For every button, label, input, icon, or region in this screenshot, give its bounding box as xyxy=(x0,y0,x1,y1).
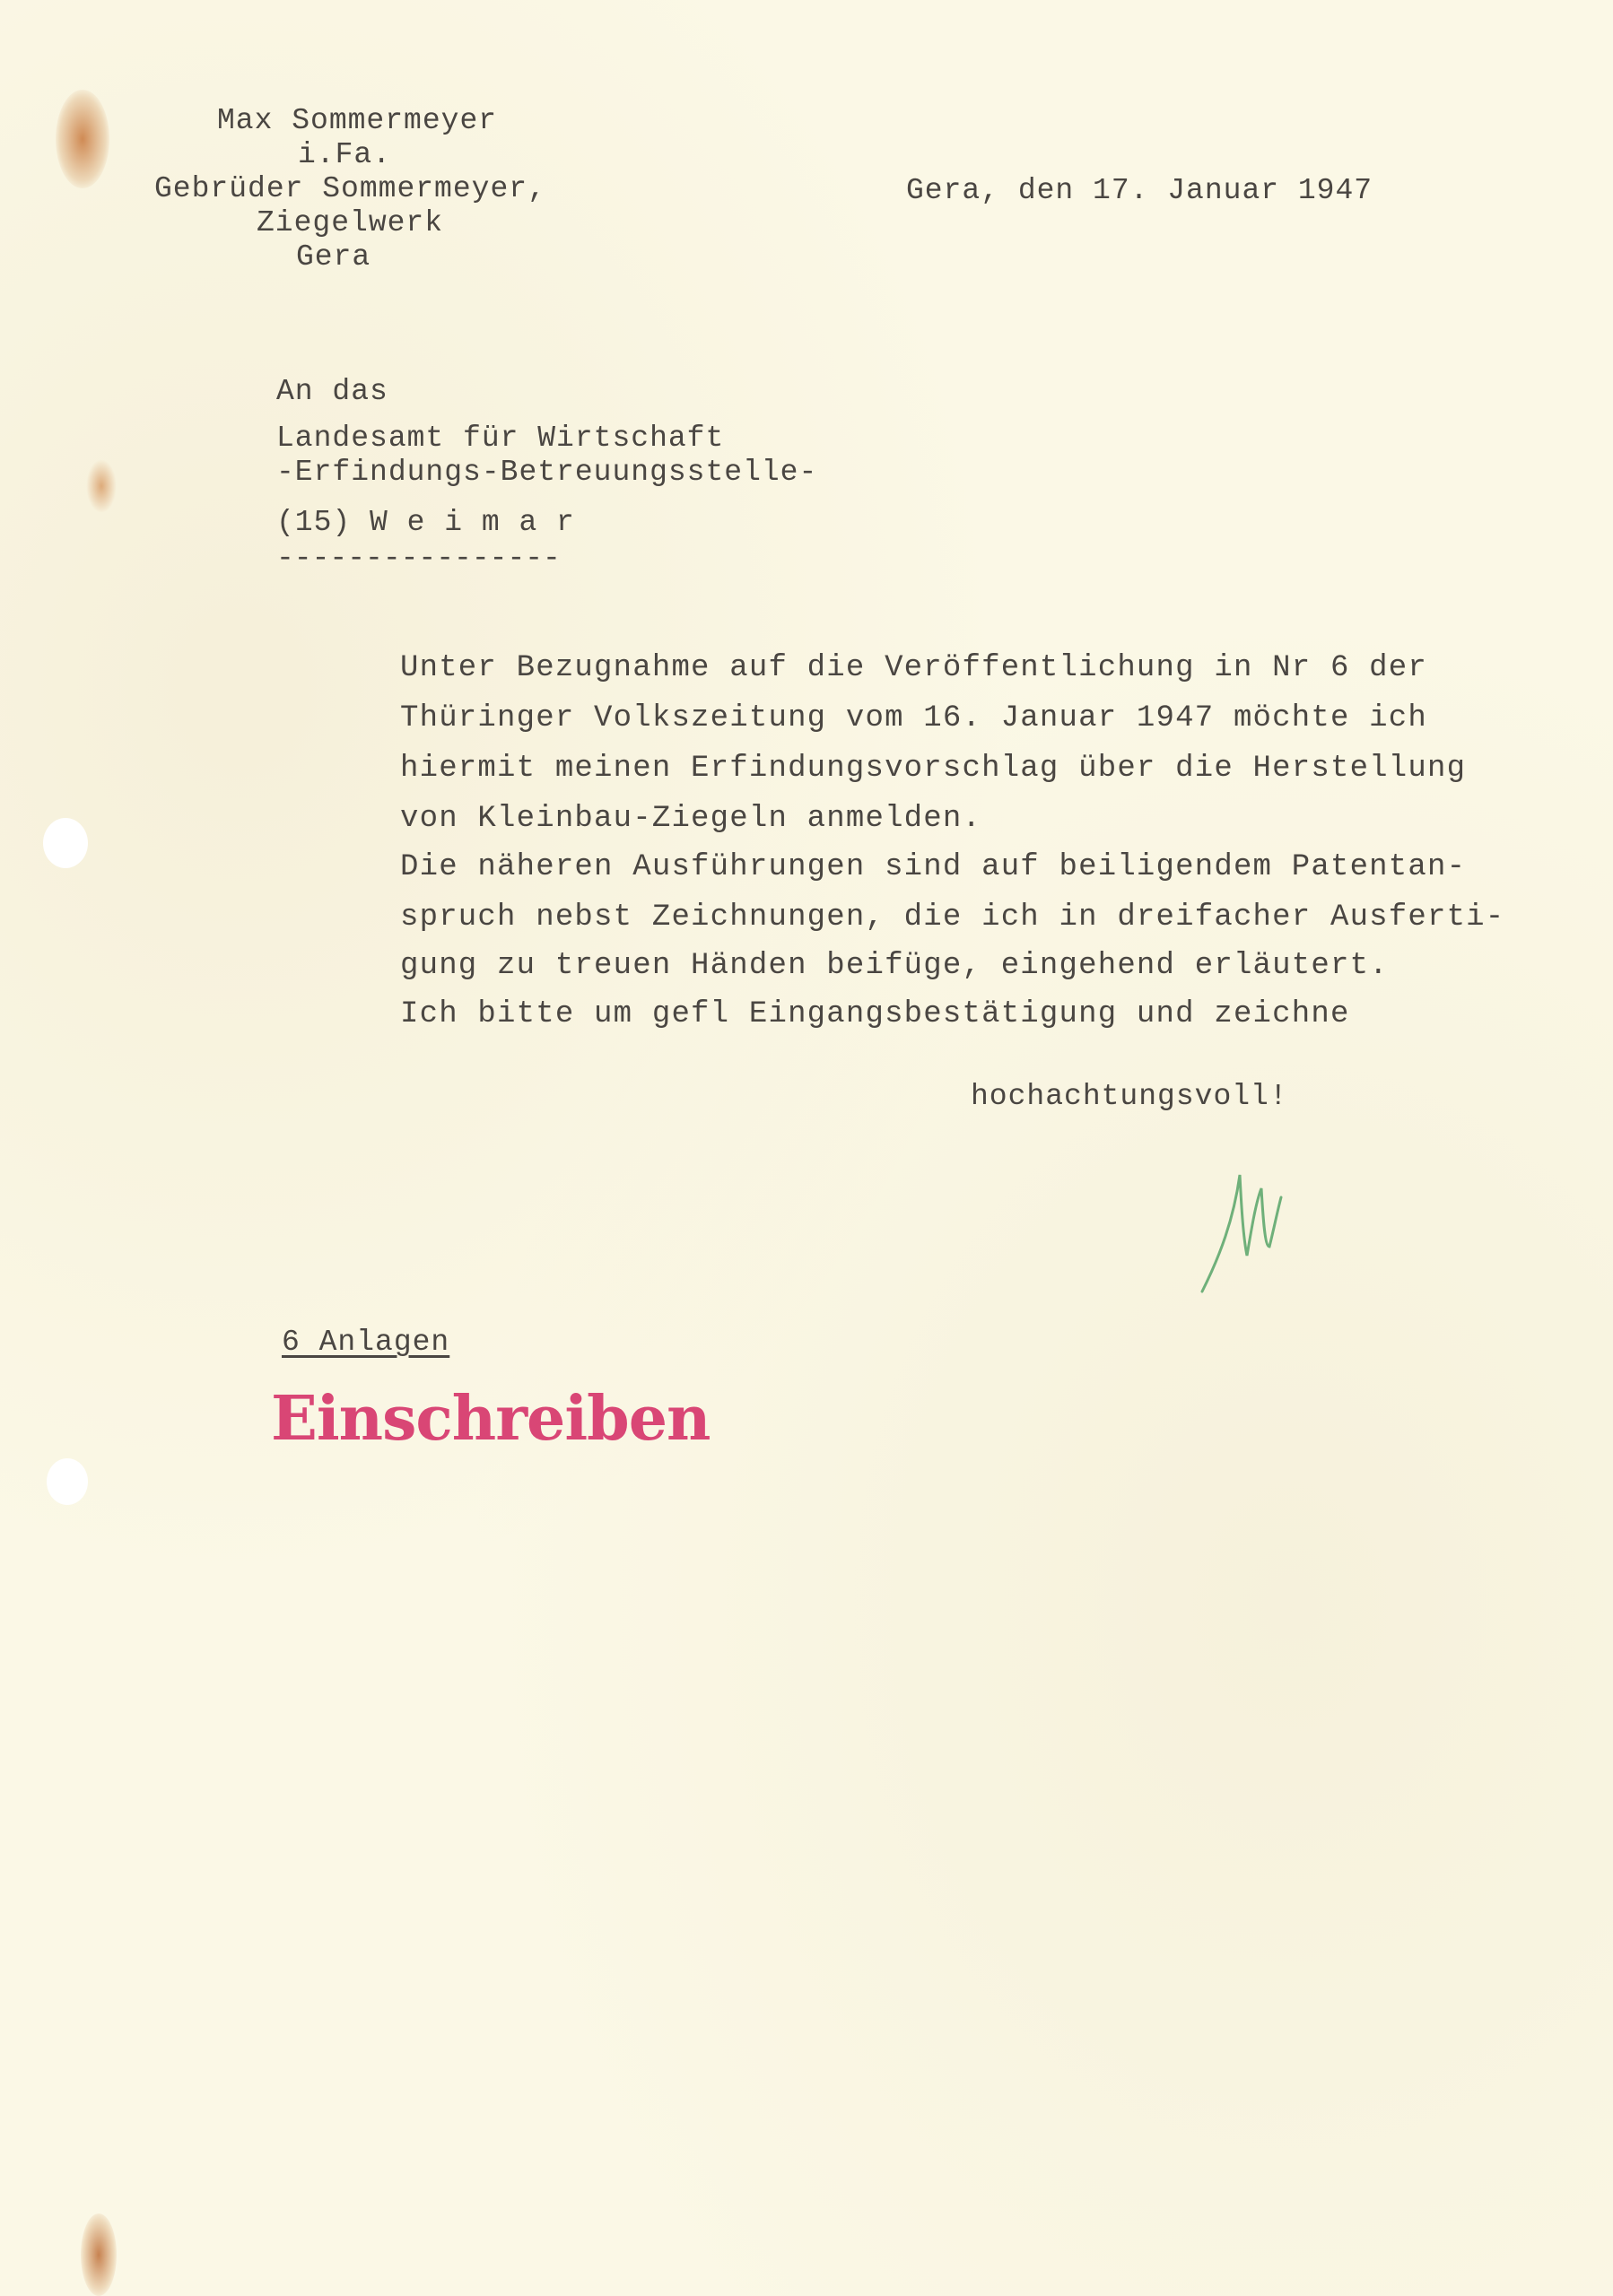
recipient-salutation: An das xyxy=(276,375,388,408)
recipient-city: (15) W e i m a r xyxy=(276,506,575,539)
body-line-2: Thüringer Volkszeitung vom 16. Januar 1947 möchte ich xyxy=(400,701,1427,735)
rust-stain-top xyxy=(56,90,109,188)
sender-block xyxy=(154,104,546,313)
punch-hole-lower xyxy=(47,1458,88,1505)
recipient-department: -Erfindungs-Betreuungsstelle- xyxy=(276,456,818,489)
body-line-8: Ich bitte um gefl Eingangsbestätigung und zeichne xyxy=(400,997,1350,1031)
registered-mail-stamp: Einschreiben xyxy=(271,1383,711,1455)
punch-hole-upper xyxy=(43,818,88,868)
closing-phrase: hochachtungsvoll! xyxy=(971,1080,1288,1113)
sender-city: Gera xyxy=(296,240,371,274)
sender-company: Gebrüder Sommermeyer, xyxy=(154,172,546,205)
body-line-5: Die näheren Ausführungen sind auf beiligendem Patentan- xyxy=(400,850,1467,884)
sender-business: Ziegelwerk xyxy=(257,206,444,239)
rust-stain-bottom xyxy=(81,2213,117,2296)
recipient-underline: ---------------- xyxy=(276,542,561,575)
enclosures-note: 6 Anlagen xyxy=(282,1326,450,1359)
body-line-1: Unter Bezugnahme auf die Veröffentlichung in Nr 6 der xyxy=(400,651,1427,685)
handwritten-signature xyxy=(1184,1157,1310,1300)
body-line-6: spruch nebst Zeichnungen, die ich in dreifacher Ausferti- xyxy=(400,900,1505,935)
recipient-office: Landesamt für Wirtschaft xyxy=(276,422,725,455)
rust-stain-middle xyxy=(86,459,117,513)
sender-name: Max Sommermeyer xyxy=(217,104,498,137)
body-line-3: hiermit meinen Erfindungsvorschlag über die Herstellung xyxy=(400,752,1467,786)
body-line-7: gung zu treuen Händen beifüge, eingehend erläutert. xyxy=(400,949,1389,983)
body-line-4: von Kleinbau-Ziegeln anmelden. xyxy=(400,802,982,836)
letter-date: Gera, den 17. Januar 1947 xyxy=(906,174,1373,207)
sender-firm-prefix: i.Fa. xyxy=(298,138,392,171)
